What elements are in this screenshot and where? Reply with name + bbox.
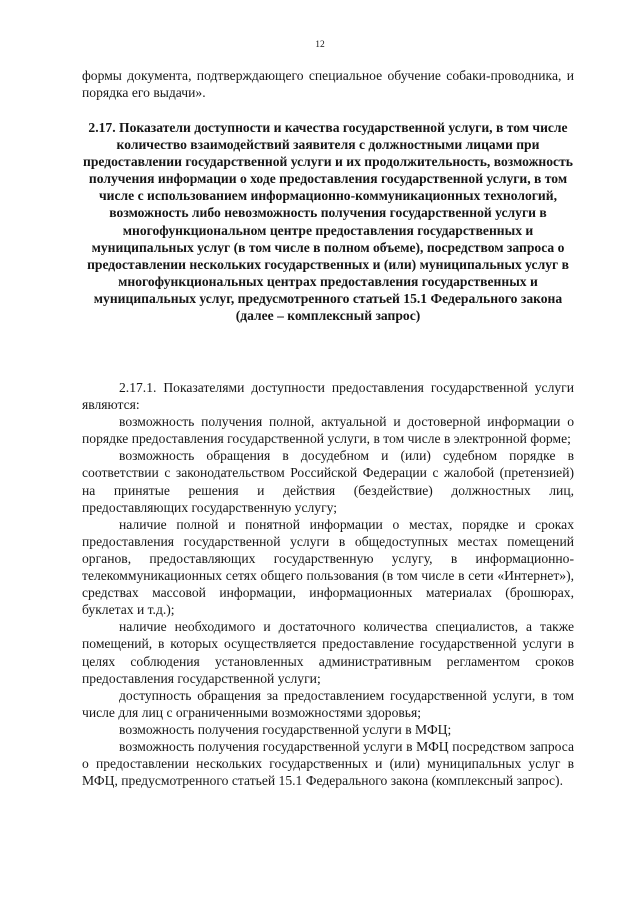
section-heading-text: 2.17. Показатели доступности и качества государственной услуги, в том числе количество взаимодействий заявителя с должностными лицами при предоставлении государственной услуги и их продолжительность, возможность получения информации о ходе предоставления государственной услуги, в том числе с использованием информационно-коммуникационных технологий, возможность либо невозможность получения государственной услуги в многофункциональном центре предоставления государственных и муниципальных услуг (в том числе в полном объеме), посредством запроса о предоставлении нескольких государственных и (или) муниципальных услуг в многофункциональных центрах предоставления государственных и муниципальных услуг, предусмотренного статьей 15.1 Федерального закона (далее – комплексный запрос) bbox=[83, 120, 573, 324]
paragraph-complex-request: возможность получения государственной услуги в МФЦ посредством запроса о предоставлении нескольких государственных и (или) муниципальных услуг в МФЦ, предусмотренного статьей 15.1 Федерального закона (комплексный запрос). bbox=[82, 738, 574, 789]
paragraph-appeal: возможность обращения в досудебном и (или) судебном порядке в соответствии с законодательством Российской Федерации с жалобой (претензией) на принятые решения и действия (бездействие) должностных лиц, предоставляющих государственную услугу; bbox=[82, 448, 574, 515]
paragraph-accessibility: доступность обращения за предоставлением государственной услуги, в том числе для лиц с ограниченными возможностями здоровья; bbox=[82, 687, 574, 720]
paragraph-indicators: 2.17.1. Показателями доступности предоставления государственной услуги являются: bbox=[82, 380, 574, 413]
paragraph-specialists: наличие необходимого и достаточного количества специалистов, а также помещений, в которых осуществляется предоставление государственной услуги в целях соблюдения установленных административным регламентом сроков предоставления государственной услуги; bbox=[82, 619, 574, 686]
section-heading bbox=[82, 119, 574, 324]
page-number: 12 bbox=[315, 40, 325, 50]
intro-section bbox=[82, 67, 574, 101]
main-text bbox=[82, 379, 574, 789]
paragraph-information-access: возможность получения полной, актуальной и достоверной информации о порядке предоставления государственной услуги, в том числе в электронной форме; bbox=[82, 414, 574, 447]
intro-paragraph: формы документа, подтверждающего специальное обучение собаки-проводника, и порядка его выдачи». bbox=[82, 68, 574, 101]
paragraph-mfc: возможность получения государственной услуги в МФЦ; bbox=[119, 721, 452, 737]
paragraph-public-information: наличие полной и понятной информации о местах, порядке и сроках предоставления государственной услуги в общедоступных местах помещений органов, предоставляющих государственную услугу, в информационно-телекоммуникационных сетях общего пользования (в том числе в сети «Интернет»), средствах массовой информации, информационных материалах (брошюрах, буклетах и т.д.); bbox=[82, 516, 574, 618]
